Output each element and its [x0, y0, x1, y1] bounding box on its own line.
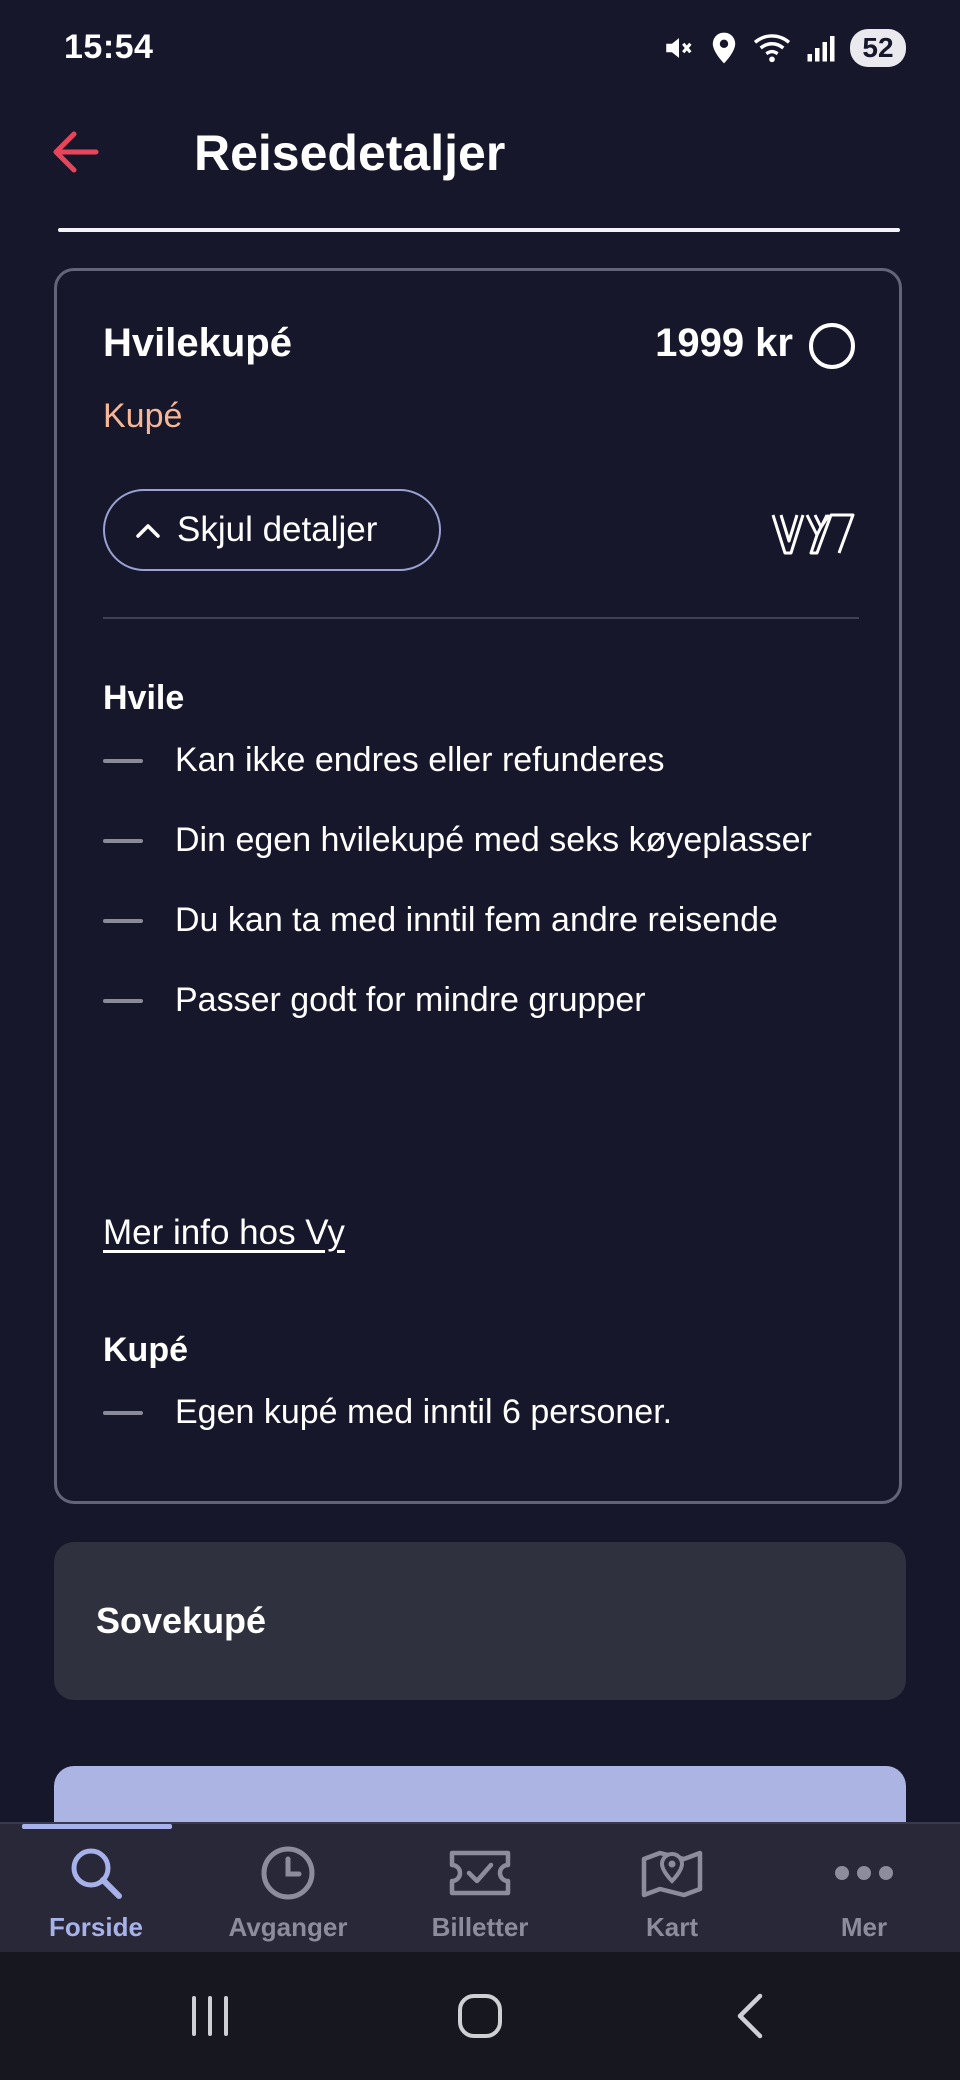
search-icon — [66, 1838, 126, 1908]
list-item: Du kan ta med inntil fem andre reisende — [103, 891, 863, 949]
signal-icon — [806, 33, 836, 63]
wifi-icon — [752, 31, 792, 65]
option-title: Hvilekupé — [103, 321, 292, 365]
ticket-option-card-sovekupe[interactable] — [54, 1542, 906, 1700]
list-item: Passer godt for mindre grupper — [103, 971, 863, 1029]
option-title: Sovekupé — [96, 1600, 267, 1641]
mute-icon — [662, 31, 696, 65]
list-item: Din egen hvilekupé med seks køyeplasser — [103, 811, 863, 869]
map-icon — [640, 1838, 704, 1908]
option-subtitle: Kupé — [103, 397, 183, 435]
home-icon — [456, 1992, 504, 2040]
select-radio[interactable] — [809, 323, 855, 369]
location-icon — [710, 31, 738, 65]
active-tab-indicator — [22, 1824, 172, 1829]
system-back-button[interactable] — [710, 1988, 790, 2044]
section-title-kupe: Kupé — [103, 1331, 188, 1369]
option-price: 1999 kr — [655, 321, 793, 365]
nav-item-forside[interactable]: Forside — [0, 1838, 192, 1950]
dash-icon — [103, 999, 143, 1003]
arrow-left-icon — [52, 130, 100, 174]
system-nav-bar — [0, 1952, 960, 2080]
bottom-nav — [0, 1822, 960, 1954]
hide-details-label: Skjul detaljer — [177, 510, 378, 549]
nav-item-mer[interactable]: Mer — [768, 1838, 960, 1950]
clock-icon — [258, 1838, 318, 1908]
section-title-hvile: Hvile — [103, 679, 185, 717]
nav-item-billetter[interactable]: Billetter — [384, 1838, 576, 1950]
more-info-link[interactable]: Mer info hos Vy — [103, 1213, 345, 1252]
recent-apps-button[interactable] — [170, 1988, 250, 2044]
list-item: Kan ikke endres eller refunderes — [103, 731, 863, 789]
hide-details-button[interactable] — [103, 489, 441, 571]
more-icon — [832, 1838, 896, 1908]
chevron-up-icon — [135, 521, 161, 539]
ticket-option-card-hvilekupe[interactable] — [54, 268, 902, 1504]
home-button[interactable] — [440, 1988, 520, 2044]
card-divider — [103, 617, 859, 619]
dash-icon — [103, 839, 143, 843]
page-title: Reisedetaljer — [194, 125, 506, 181]
nav-item-kart[interactable]: Kart — [576, 1838, 768, 1950]
battery-indicator: 52 — [850, 29, 906, 67]
vy-logo — [771, 511, 855, 562]
status-icons — [662, 26, 906, 70]
feature-list-hvile — [103, 731, 863, 1051]
nav-item-avganger[interactable]: Avganger — [192, 1838, 384, 1950]
recent-apps-icon — [188, 1994, 232, 2038]
dash-icon — [103, 1411, 143, 1415]
status-time: 15:54 — [64, 28, 154, 66]
list-item: Egen kupé med inntil 6 personer. — [103, 1383, 863, 1441]
dash-icon — [103, 759, 143, 763]
back-button[interactable] — [48, 124, 104, 180]
feature-list-kupe — [103, 1383, 863, 1463]
previous-card-edge — [58, 228, 900, 232]
chevron-left-icon — [734, 1992, 766, 2040]
ticket-icon — [448, 1838, 512, 1908]
dash-icon — [103, 919, 143, 923]
